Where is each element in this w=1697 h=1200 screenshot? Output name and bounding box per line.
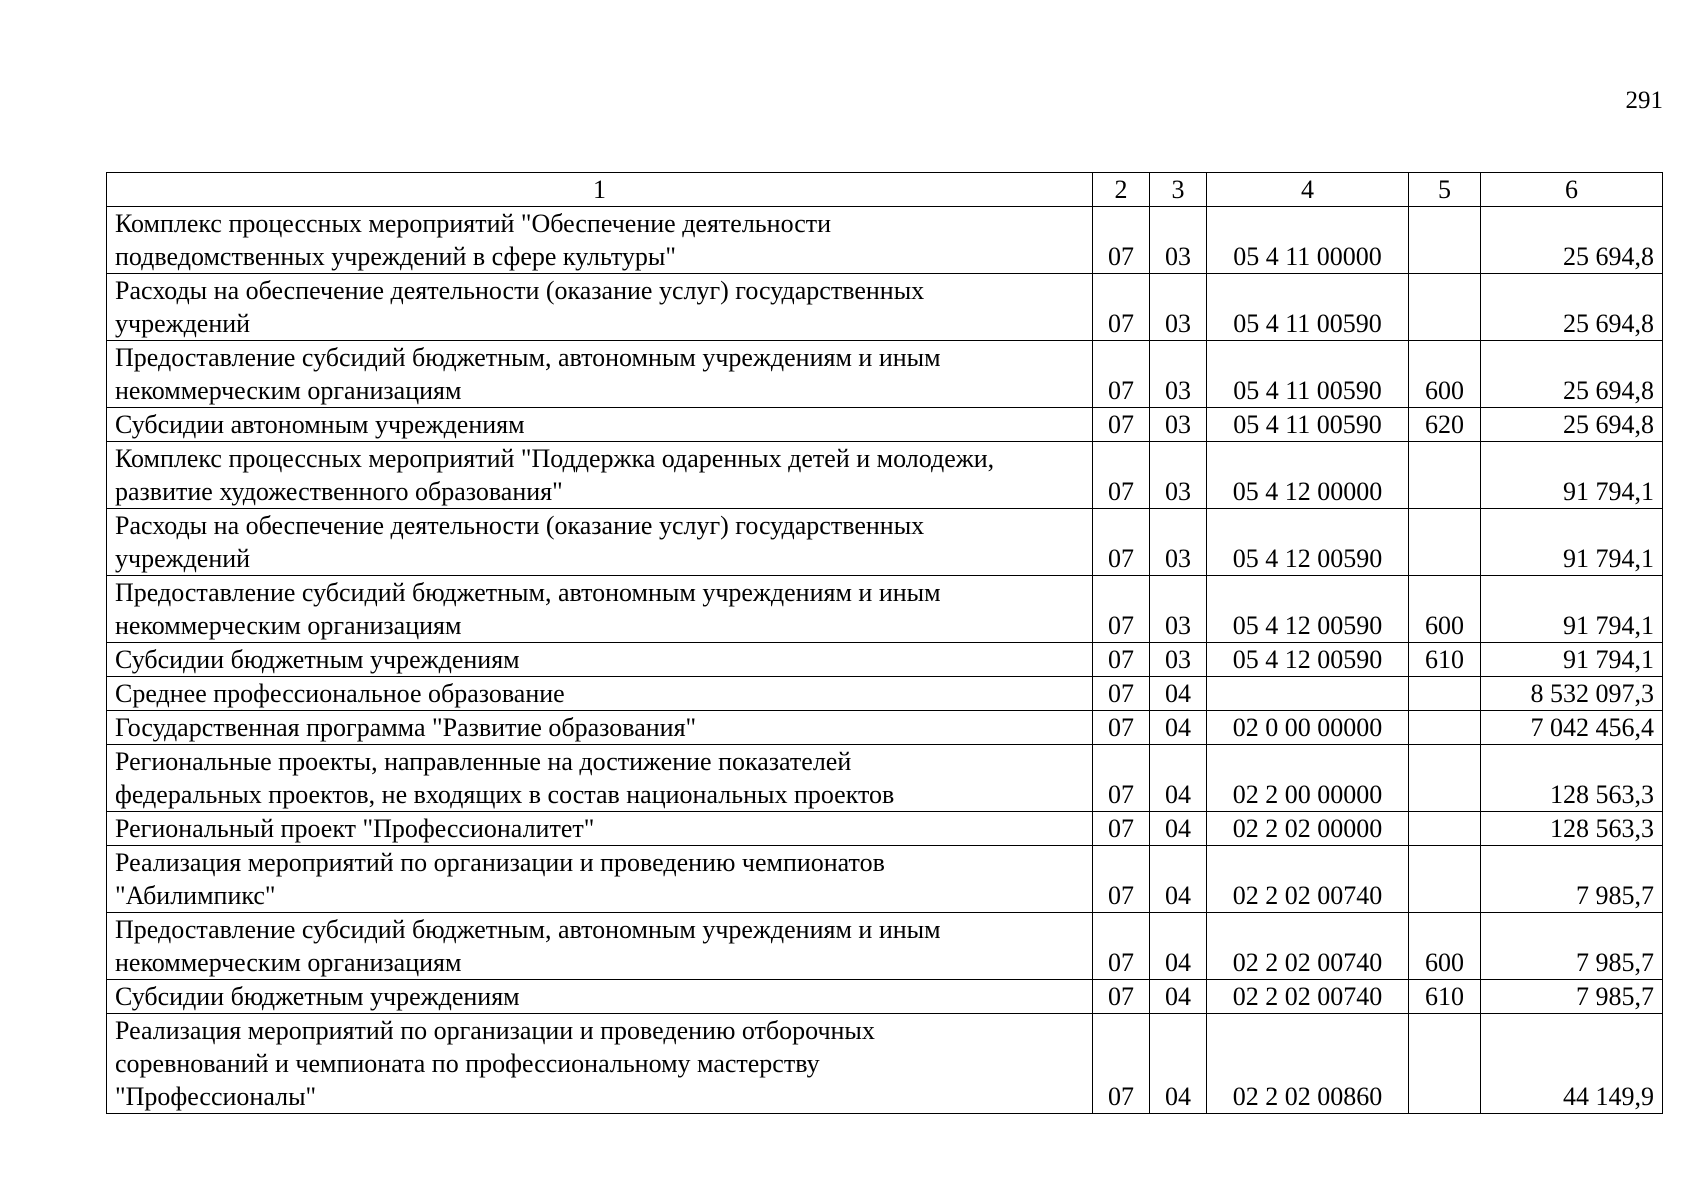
item-name-cell (107, 442, 1093, 509)
amount-cell: 8 532 097,3 (1481, 677, 1663, 711)
item-name-cell (107, 1014, 1093, 1114)
expense-type-cell: 600 (1409, 576, 1481, 643)
expense-type-cell: 620 (1409, 408, 1481, 442)
target-article-cell: 02 2 02 00740 (1207, 980, 1409, 1014)
target-article-cell: 05 4 12 00000 (1207, 442, 1409, 509)
table-row (107, 1014, 1663, 1114)
column-header-1: 1 (107, 173, 1093, 207)
table-row (107, 408, 1663, 442)
page-number: 291 (1625, 87, 1663, 114)
table-row (107, 207, 1663, 274)
item-name-line: некоммерческим организациям (115, 611, 462, 640)
table-row (107, 980, 1663, 1014)
amount-cell: 44 149,9 (1481, 1014, 1663, 1114)
amount-cell: 25 694,8 (1481, 408, 1663, 442)
expense-type-cell: 600 (1409, 913, 1481, 980)
item-name-line: соревнований и чемпионата по профессиональному мастерству (115, 1049, 820, 1078)
subsection-cell: 04 (1150, 677, 1207, 711)
expense-type-cell (1409, 711, 1481, 745)
amount-cell: 25 694,8 (1481, 274, 1663, 341)
column-header-6: 6 (1481, 173, 1663, 207)
item-name-line: Региональные проекты, направленные на достижение показателей (115, 747, 852, 776)
item-name-line: Региональный проект "Профессионалитет" (115, 814, 595, 843)
item-name-cell (107, 711, 1093, 745)
expense-type-cell: 600 (1409, 341, 1481, 408)
item-name-cell (107, 274, 1093, 341)
item-name-cell (107, 812, 1093, 846)
expense-type-cell (1409, 509, 1481, 576)
subsection-cell: 03 (1150, 207, 1207, 274)
table-header-row (107, 173, 1663, 207)
item-name-line: Расходы на обеспечение деятельности (оказание услуг) государственных (115, 511, 925, 540)
section-cell: 07 (1093, 745, 1150, 812)
section-cell: 07 (1093, 442, 1150, 509)
item-name-line: Государственная программа "Развитие образования" (115, 713, 697, 742)
item-name-cell (107, 207, 1093, 274)
table-row (107, 913, 1663, 980)
item-name-cell (107, 576, 1093, 643)
table-row (107, 677, 1663, 711)
table-row (107, 643, 1663, 677)
item-name-line: Реализация мероприятий по организации и проведению чемпионатов (115, 848, 885, 877)
subsection-cell: 04 (1150, 846, 1207, 913)
subsection-cell: 03 (1150, 509, 1207, 576)
item-name-line: некоммерческим организациям (115, 948, 462, 977)
section-cell: 07 (1093, 913, 1150, 980)
target-article-cell: 05 4 12 00590 (1207, 643, 1409, 677)
subsection-cell: 04 (1150, 913, 1207, 980)
item-name-line: "Профессионалы" (115, 1082, 317, 1111)
target-article-cell: 02 2 02 00740 (1207, 846, 1409, 913)
amount-cell: 25 694,8 (1481, 207, 1663, 274)
amount-cell: 91 794,1 (1481, 643, 1663, 677)
item-name-cell (107, 980, 1093, 1014)
section-cell: 07 (1093, 274, 1150, 341)
table-row (107, 711, 1663, 745)
table-row (107, 341, 1663, 408)
item-name-line: Предоставление субсидий бюджетным, автономным учреждениям и иным (115, 578, 941, 607)
item-name-cell (107, 509, 1093, 576)
section-cell: 07 (1093, 846, 1150, 913)
table-row (107, 745, 1663, 812)
item-name-cell (107, 643, 1093, 677)
item-name-line: учреждений (115, 544, 251, 573)
target-article-cell: 02 2 02 00860 (1207, 1014, 1409, 1114)
item-name-line: Предоставление субсидий бюджетным, автономным учреждениям и иным (115, 343, 941, 372)
item-name-line: подведомственных учреждений в сфере культуры" (115, 242, 676, 271)
expense-type-cell (1409, 442, 1481, 509)
table-row (107, 509, 1663, 576)
section-cell: 07 (1093, 1014, 1150, 1114)
item-name-line: Предоставление субсидий бюджетным, автономным учреждениям и иным (115, 915, 941, 944)
amount-cell: 128 563,3 (1481, 745, 1663, 812)
target-article-cell: 02 0 00 00000 (1207, 711, 1409, 745)
subsection-cell: 04 (1150, 745, 1207, 812)
item-name-cell (107, 745, 1093, 812)
item-name-line: учреждений (115, 309, 251, 338)
column-header-2: 2 (1093, 173, 1150, 207)
item-name-line: Расходы на обеспечение деятельности (оказание услуг) государственных (115, 276, 925, 305)
item-name-line: Субсидии автономным учреждениям (115, 410, 525, 439)
item-name-cell (107, 846, 1093, 913)
expense-type-cell: 610 (1409, 643, 1481, 677)
target-article-cell: 02 2 00 00000 (1207, 745, 1409, 812)
column-header-3: 3 (1150, 173, 1207, 207)
subsection-cell: 03 (1150, 408, 1207, 442)
item-name-cell (107, 677, 1093, 711)
target-article-cell: 05 4 12 00590 (1207, 509, 1409, 576)
target-article-cell: 05 4 11 00590 (1207, 274, 1409, 341)
amount-cell: 128 563,3 (1481, 812, 1663, 846)
section-cell: 07 (1093, 207, 1150, 274)
table-row (107, 274, 1663, 341)
target-article-cell: 05 4 11 00590 (1207, 408, 1409, 442)
item-name-line: Комплекс процессных мероприятий "Обеспечение деятельности (115, 209, 832, 238)
expense-type-cell (1409, 846, 1481, 913)
subsection-cell: 04 (1150, 812, 1207, 846)
item-name-line: Субсидии бюджетным учреждениям (115, 982, 520, 1011)
table-body (107, 173, 1663, 1114)
amount-cell: 91 794,1 (1481, 509, 1663, 576)
subsection-cell: 04 (1150, 711, 1207, 745)
subsection-cell: 03 (1150, 274, 1207, 341)
table-row (107, 576, 1663, 643)
section-cell: 07 (1093, 509, 1150, 576)
target-article-cell (1207, 677, 1409, 711)
section-cell: 07 (1093, 408, 1150, 442)
subsection-cell: 03 (1150, 643, 1207, 677)
subsection-cell: 03 (1150, 442, 1207, 509)
item-name-line: федеральных проектов, не входящих в состав национальных проектов (115, 780, 895, 809)
target-article-cell: 05 4 11 00000 (1207, 207, 1409, 274)
section-cell: 07 (1093, 643, 1150, 677)
item-name-cell (107, 341, 1093, 408)
amount-cell: 25 694,8 (1481, 341, 1663, 408)
expense-type-cell (1409, 677, 1481, 711)
item-name-line: Субсидии бюджетным учреждениям (115, 645, 520, 674)
amount-cell: 7 985,7 (1481, 846, 1663, 913)
section-cell: 07 (1093, 980, 1150, 1014)
column-header-4: 4 (1207, 173, 1409, 207)
expense-type-cell (1409, 812, 1481, 846)
target-article-cell: 05 4 11 00590 (1207, 341, 1409, 408)
expense-type-cell: 610 (1409, 980, 1481, 1014)
section-cell: 07 (1093, 576, 1150, 643)
target-article-cell: 02 2 02 00000 (1207, 812, 1409, 846)
expense-type-cell (1409, 274, 1481, 341)
table-row (107, 846, 1663, 913)
amount-cell: 7 985,7 (1481, 913, 1663, 980)
table-row (107, 442, 1663, 509)
budget-table (106, 172, 1663, 1114)
section-cell: 07 (1093, 711, 1150, 745)
subsection-cell: 04 (1150, 1014, 1207, 1114)
item-name-line: Среднее профессиональное образование (115, 679, 565, 708)
subsection-cell: 03 (1150, 341, 1207, 408)
item-name-cell (107, 408, 1093, 442)
item-name-line: Комплекс процессных мероприятий "Поддержка одаренных детей и молодежи, (115, 444, 995, 473)
amount-cell: 91 794,1 (1481, 576, 1663, 643)
item-name-line: Реализация мероприятий по организации и проведению отборочных (115, 1016, 875, 1045)
item-name-line: "Абилимпикс" (115, 881, 276, 910)
column-header-5: 5 (1409, 173, 1481, 207)
amount-cell: 7 985,7 (1481, 980, 1663, 1014)
subsection-cell: 04 (1150, 980, 1207, 1014)
target-article-cell: 05 4 12 00590 (1207, 576, 1409, 643)
expense-type-cell (1409, 745, 1481, 812)
expense-type-cell (1409, 207, 1481, 274)
expense-type-cell (1409, 1014, 1481, 1114)
subsection-cell: 03 (1150, 576, 1207, 643)
target-article-cell: 02 2 02 00740 (1207, 913, 1409, 980)
item-name-cell (107, 913, 1093, 980)
amount-cell: 91 794,1 (1481, 442, 1663, 509)
amount-cell: 7 042 456,4 (1481, 711, 1663, 745)
table-row (107, 812, 1663, 846)
item-name-line: развитие художественного образования" (115, 477, 563, 506)
section-cell: 07 (1093, 677, 1150, 711)
section-cell: 07 (1093, 812, 1150, 846)
item-name-line: некоммерческим организациям (115, 376, 462, 405)
section-cell: 07 (1093, 341, 1150, 408)
